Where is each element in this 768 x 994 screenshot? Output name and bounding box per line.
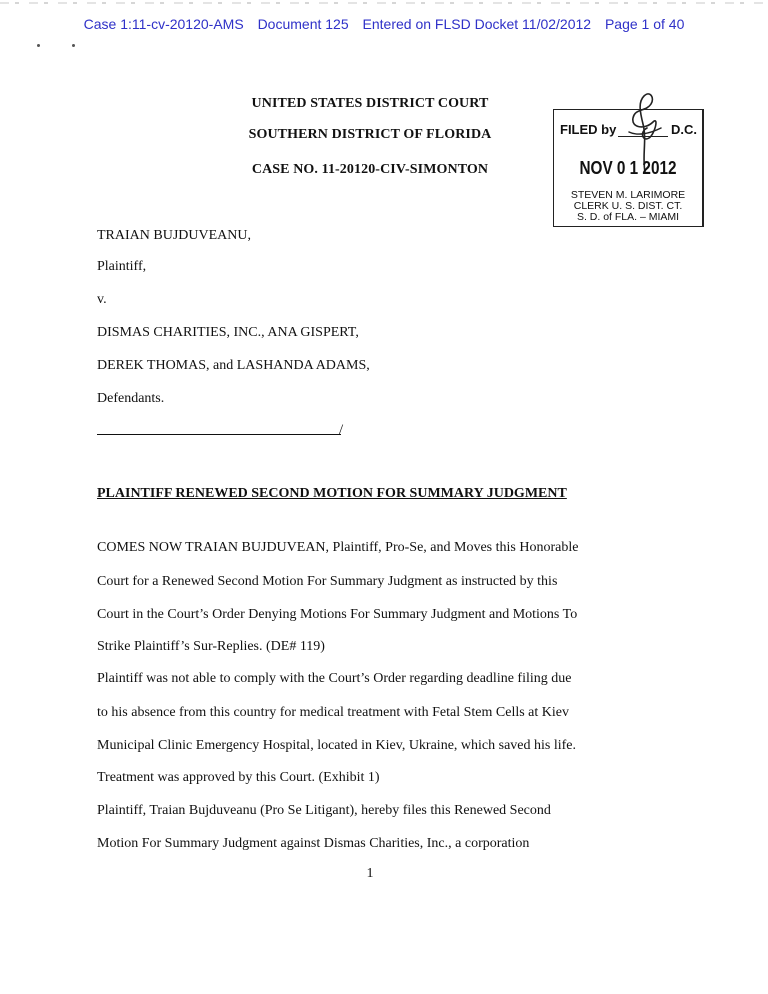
body-line: Motion For Summary Judgment against Dismas Charities, Inc., a corporation	[97, 836, 530, 851]
header-document-number: Document 125	[257, 16, 349, 32]
filed-stamp	[553, 109, 704, 227]
body-line: COMES NOW TRAIAN BUJDUVEAN, Plaintiff, Pro-Se, and Moves this Honorable	[97, 540, 579, 555]
body-line: Plaintiff, Traian Bujduveanu (Pro Se Litigant), hereby files this Renewed Second	[97, 803, 551, 818]
filed-by-signature-line	[618, 136, 668, 137]
ecf-header-stamp	[0, 16, 768, 32]
caption-district: SOUTHERN DISTRICT OF FLORIDA	[248, 127, 492, 142]
scan-speck	[37, 44, 40, 47]
defendants-line-2: DEREK THOMAS, and LASHANDA ADAMS,	[97, 358, 370, 373]
caption-case-number: CASE NO. 11-20120-CIV-SIMONTON	[251, 162, 489, 177]
filed-date: NOV 0 1 2012	[579, 158, 677, 178]
plaintiff-name: TRAIAN BUJDUVEANU,	[97, 228, 251, 243]
scan-stripe	[0, 2, 768, 4]
filed-dc-label: D.C.	[671, 122, 697, 137]
body-line: to his absence from this country for medical treatment with Fetal Stem Cells at Kiev	[97, 705, 569, 720]
caption-rule	[97, 434, 341, 435]
defendants-role: Defendants.	[97, 391, 165, 406]
page-number: 1	[366, 866, 374, 881]
filed-by-label: FILED by	[560, 122, 617, 137]
caption-slash: /	[339, 422, 344, 438]
scan-speck	[72, 44, 75, 47]
body-line: Municipal Clinic Emergency Hospital, located in Kiev, Ukraine, which saved his life.	[97, 738, 576, 753]
motion-title: PLAINTIFF RENEWED SECOND MOTION FOR SUMMARY JUDGMENT	[97, 486, 567, 501]
body-line: Court in the Court’s Order Denying Motions For Summary Judgment and Motions To	[97, 607, 578, 622]
body-line: Court for a Renewed Second Motion For Summary Judgment as instructed by this	[97, 574, 558, 589]
body-line: Treatment was approved by this Court. (Exhibit 1)	[97, 770, 380, 785]
clerk-name: STEVEN M. LARIMORE	[570, 189, 686, 201]
header-entered-date: Entered on FLSD Docket 11/02/2012	[362, 16, 592, 32]
header-case-number: Case 1:11-cv-20120-AMS	[83, 16, 244, 32]
header-page-count: Page 1 of 40	[604, 16, 685, 32]
defendants-line-1: DISMAS CHARITIES, INC., ANA GISPERT,	[97, 325, 359, 340]
versus: v.	[97, 292, 107, 307]
body-line: Plaintiff was not able to comply with the Court’s Order regarding deadline filing due	[97, 671, 572, 686]
caption-court: UNITED STATES DISTRICT COURT	[251, 96, 489, 111]
clerk-office: CLERK U. S. DIST. CT.	[573, 200, 683, 212]
clerk-location: S. D. of FLA. – MIAMI	[576, 211, 680, 223]
body-line: Strike Plaintiff’s Sur-Replies. (DE# 119)	[97, 639, 325, 654]
plaintiff-role: Plaintiff,	[97, 259, 147, 274]
